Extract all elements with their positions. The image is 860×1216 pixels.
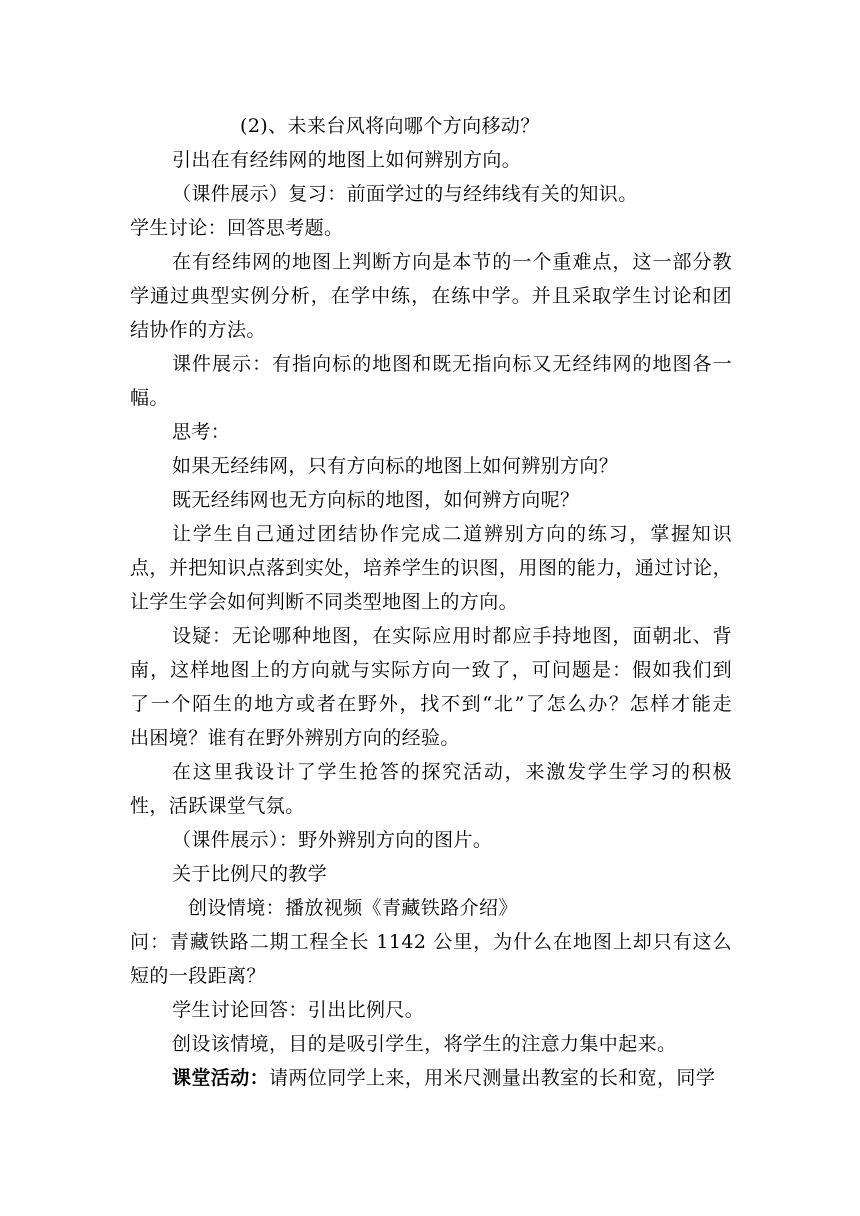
text-line: 在这里我设计了学生抢答的探究活动，来激发学生学习的积极 [172,761,732,783]
text-line: 在有经纬网的地图上判断方向是本节的一个重难点，这一部分教 [172,251,732,273]
text-line: 学生讨论回答：引出比例尺。 [172,999,425,1021]
text-line: 了一个陌生的地方或者在野外，找不到“北”了怎么办？怎样才能走 [130,693,732,715]
text-line: 性，活跃课堂气氛。 [130,795,305,817]
text-line: 南，这样地图上的方向就与实际方向一致了，可问题是：假如我们到 [130,659,732,681]
text-line: 让学生学会如何判断不同类型地图上的方向。 [130,591,519,613]
text-line [172,1061,732,1095]
text-line: 幅。 [130,387,169,409]
text-run: 请两位同学上来，用米尺测量出教室的长和宽，同学 [269,1067,716,1089]
text-line: 思考： [172,421,231,443]
text-line: 学生讨论：回答思考题。 [130,217,344,239]
text-line: （课件展示）：野外辨别方向的图片。 [172,829,493,851]
text-line: 短的一段距离？ [130,965,266,987]
text-line: 既无经纬网也无方向标的地图，如何辨方向呢？ [172,489,580,511]
section-heading: 关于比例尺的教学 [172,863,328,885]
text-line: 创设情境：播放视频《青藏铁路介绍》 [188,897,518,919]
text-line: （课件展示）复习：前面学过的与经纬线有关的知识。 [172,183,638,205]
text-line: 学通过典型实例分析，在学中练，在练中学。并且采取学生讨论和团 [130,285,732,307]
text-line: 点，并把知识点落到实处，培养学生的识图，用图的能力，通过讨论， [130,557,732,579]
text-line: 创设该情境，目的是吸引学生，将学生的注意力集中起来。 [172,1033,677,1055]
text-line: 如果无经纬网，只有方向标的地图上如何辨别方向？ [172,455,619,477]
text-line: 让学生自己通过团结协作完成二道辨别方向的练习，掌握知识 [172,523,732,545]
bold-label: 课堂活动： [172,1067,270,1089]
text-line: 结协作的方法。 [130,319,266,341]
text-line: 问：青藏铁路二期工程全长 1142 公里，为什么在地图上却只有这么 [130,931,732,953]
text-line: (2)、未来台风将向哪个方向移动？ [240,115,540,137]
text-line: 引出在有经纬网的地图上如何辨别方向。 [172,149,522,171]
text-line: 设疑：无论哪种地图，在实际应用时都应手持地图，面朝北、背 [172,625,732,647]
text-line: 出困境？谁有在野外辨别方向的经验。 [130,727,460,749]
text-line: 课件展示：有指向标的地图和既无指向标又无经纬网的地图各一 [172,353,732,375]
